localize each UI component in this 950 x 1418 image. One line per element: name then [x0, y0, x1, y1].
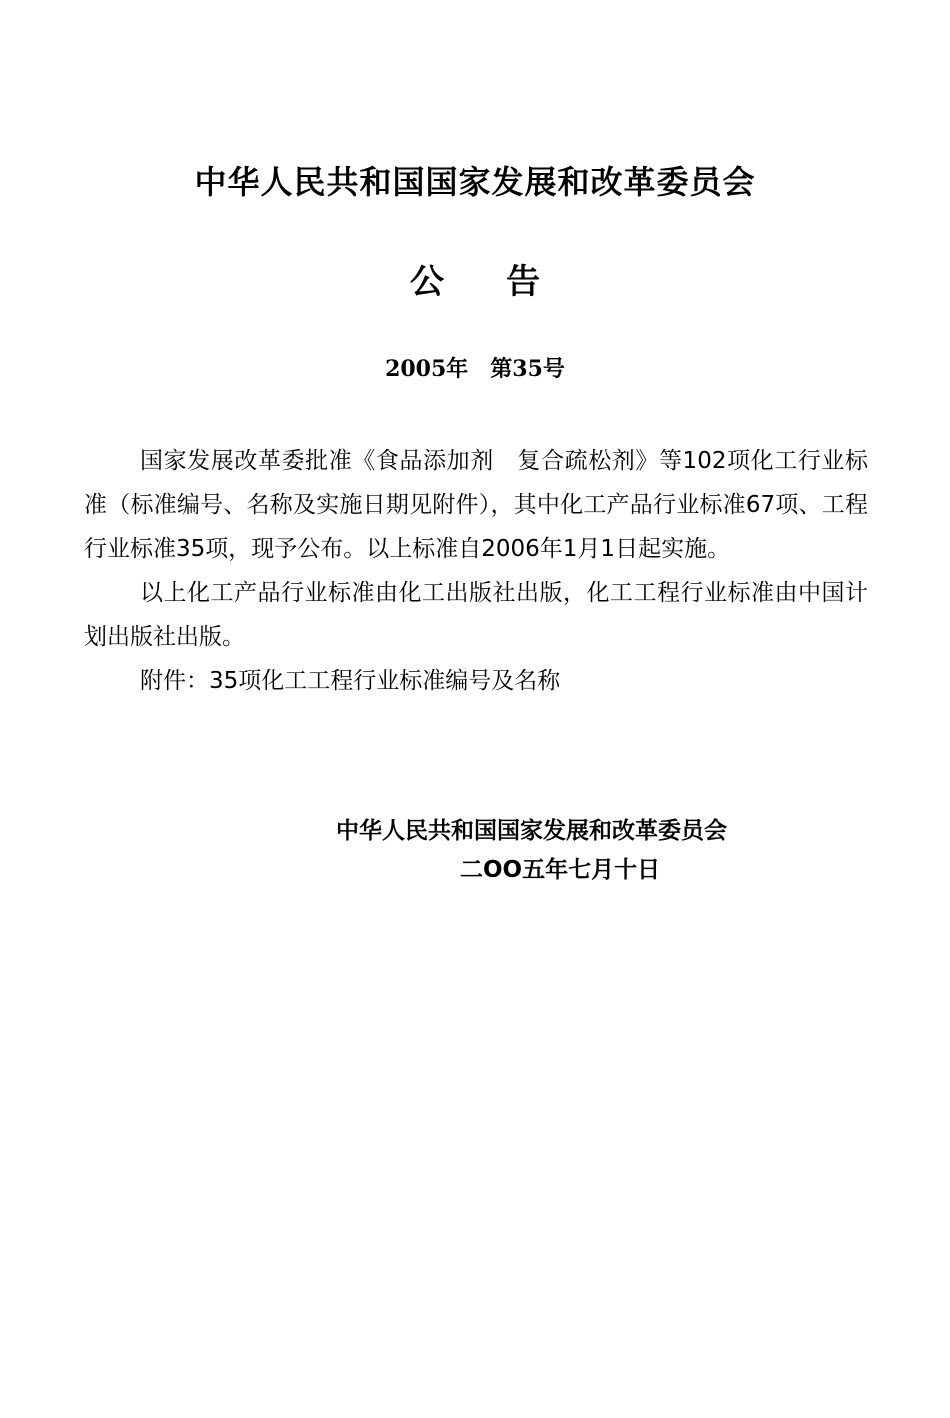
signature-organization: 中华人民共和国国家发展和改革委员会 [336, 818, 727, 844]
body-paragraph: 以上化工产品行业标准由化工出版社出版，化工工程行业标准由中国计划出版社出版。 [84, 580, 868, 650]
signature-date: 二OO五年七月十日 [460, 857, 661, 883]
announcement-body [84, 439, 868, 703]
body-paragraph: 国家发展改革委批准《食品添加剂 复合疏松剂》等102项化工行业标准（标准编号、名称及实施日期见附件），其中化工产品行业标准67项、工程行业标准35项，现予公布。以上标准自2006年1月1日起实施。 [84, 448, 868, 562]
document-type: 公告 [410, 262, 602, 302]
document-number: 2005年 第35号 [385, 356, 565, 382]
attachment-note: 附件：35项化工工程行业标准编号及名称 [140, 668, 561, 694]
issuer-title: 中华人民共和国国家发展和改革委员会 [194, 163, 756, 201]
